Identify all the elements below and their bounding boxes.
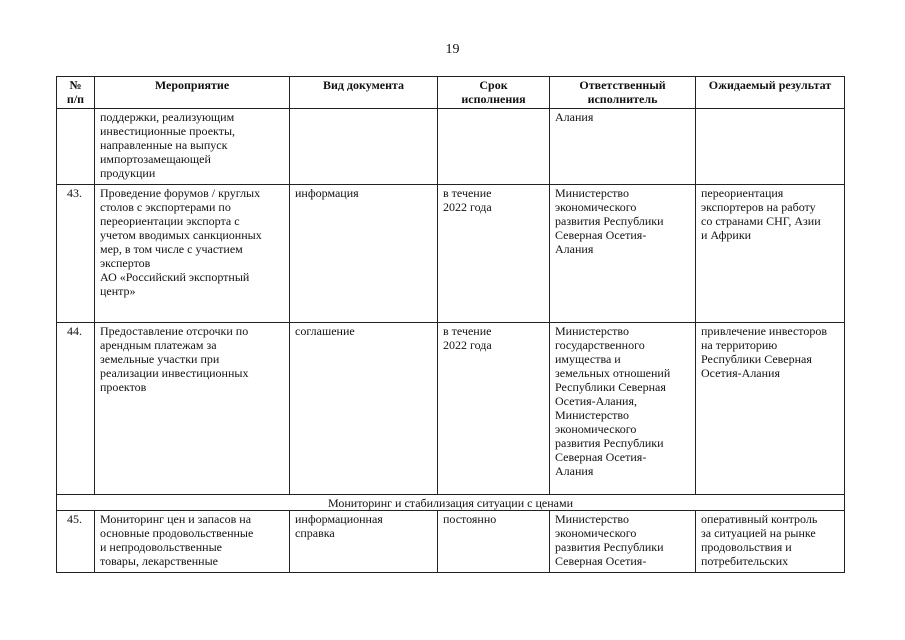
row-event: Проведение форумов / круглых столов с экспортерами по переориентации экспорта с учетом вводимых санкционных мер, в том числе с участием экспертов АО «Российский экспортный центр» [95, 185, 290, 323]
table-row [57, 185, 845, 323]
measures-table [56, 76, 845, 573]
page-number: 19 [445, 42, 460, 57]
row-doc-type: информация [290, 185, 438, 323]
row-doc-type: соглашение [290, 323, 438, 495]
row-deadline [438, 109, 550, 185]
row-responsible: Алания [550, 109, 696, 185]
header-num: № п/п [57, 77, 95, 109]
row-deadline: постоянно [438, 511, 550, 573]
header-responsible: Ответственный исполнитель [550, 77, 696, 109]
row-num [57, 109, 95, 185]
table-header-row [57, 77, 845, 109]
table-row [57, 323, 845, 495]
header-deadline: Срок исполнения [438, 77, 550, 109]
row-event: Мониторинг цен и запасов на основные продовольственные и непродовольственные товары, лекарственные [95, 511, 290, 573]
row-num: 45. [57, 511, 95, 573]
section-title: Мониторинг и стабилизация ситуации с ценами [57, 495, 845, 511]
row-event: Предоставление отсрочки по арендным платежам за земельные участки при реализации инвестиционных проектов [95, 323, 290, 495]
row-event: поддержки, реализующим инвестиционные проекты, направленные на выпуск импортозамещающей продукции [95, 109, 290, 185]
row-deadline: в течение 2022 года [438, 185, 550, 323]
table-row [57, 109, 845, 185]
row-result: переориентация экспортеров на работу со странами СНГ, Азии и Африки [696, 185, 845, 323]
header-doc-type: Вид документа [290, 77, 438, 109]
header-result: Ожидаемый результат [696, 77, 845, 109]
row-responsible: Министерство экономического развития Республики Северная Осетия- [550, 511, 696, 573]
row-deadline: в течение 2022 года [438, 323, 550, 495]
row-doc-type [290, 109, 438, 185]
row-responsible: Министерство экономического развития Республики Северная Осетия- Алания [550, 185, 696, 323]
section-row [57, 495, 845, 511]
row-num: 44. [57, 323, 95, 495]
row-result: привлечение инвесторов на территорию Республики Северная Осетия-Алания [696, 323, 845, 495]
row-responsible: Министерство государственного имущества и земельных отношений Республики Северная Осетия-Алания, Министерство экономического развития Республики Северная Осетия- Алания [550, 323, 696, 495]
row-num: 43. [57, 185, 95, 323]
row-result: оперативный контроль за ситуацией на рынке продовольствия и потребительских [696, 511, 845, 573]
row-result [696, 109, 845, 185]
header-event: Мероприятие [95, 77, 290, 109]
table-row [57, 511, 845, 573]
row-doc-type: информационная справка [290, 511, 438, 573]
